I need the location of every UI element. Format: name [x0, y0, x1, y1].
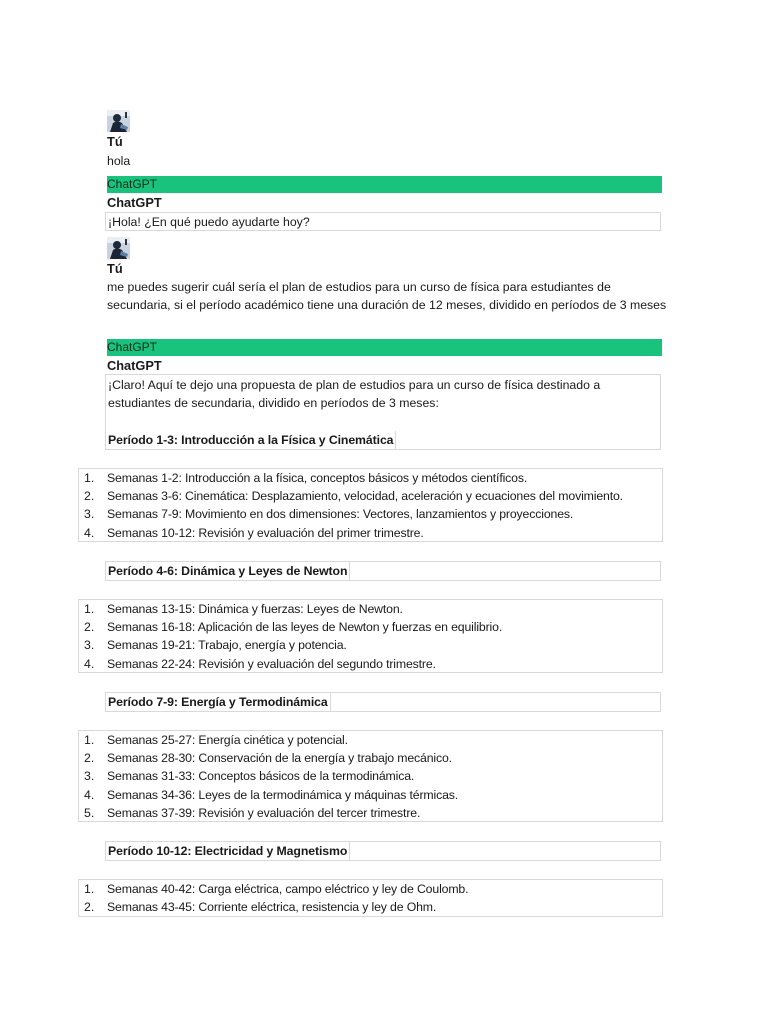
list-item: [79, 767, 662, 785]
period-list: [78, 599, 663, 673]
period-list: [78, 468, 663, 542]
list-item: [79, 600, 662, 618]
list-item-text: Semanas 1-2: Introducción a la física, conceptos básicos y métodos científicos.: [107, 471, 528, 485]
list-number: 1.: [84, 882, 95, 896]
period-heading-box: [105, 841, 661, 861]
list-item-text: Semanas 28-30: Conservación de la energía y trabajo mecánico.: [107, 751, 452, 766]
user-avatar-icon: [107, 110, 130, 132]
list-number: 3.: [84, 769, 95, 784]
list-number: 4.: [84, 525, 95, 540]
list-item-text: Semanas 40-42: Carga eléctrica, campo eléctrico y ley de Coulomb.: [107, 882, 469, 896]
list-number: 3.: [84, 638, 95, 653]
list-item-text: Semanas 43-45: Corriente eléctrica, resistencia y ley de Ohm.: [107, 900, 437, 915]
assistant-message-text: ¡Hola! ¿En qué puedo ayudarte hoy?: [108, 215, 310, 229]
list-item-text: Semanas 10-12: Revisión y evaluación del primer trimestre.: [107, 525, 424, 540]
list-number: 3.: [84, 507, 95, 522]
list-number: 2.: [84, 489, 95, 504]
list-item-text: Semanas 37-39: Revisión y evaluación del tercer trimestre.: [107, 805, 421, 820]
list-item-text: Semanas 31-33: Conceptos básicos de la termodinámica.: [107, 769, 415, 784]
period-heading-box: [105, 692, 661, 712]
period-list: [78, 730, 663, 822]
user-avatar-icon: [107, 237, 130, 259]
list-item: [79, 618, 662, 636]
list-item: [79, 487, 662, 505]
list-item: [79, 749, 662, 767]
list-item: [79, 731, 662, 749]
list-number: 2.: [84, 620, 95, 635]
user-message: hola: [107, 154, 131, 168]
user-avatar: [107, 110, 130, 132]
list-number: 1.: [84, 471, 95, 485]
list-item-text: Semanas 7-9: Movimiento en dos dimensiones: Vectores, lanzamientos y proyecciones.: [107, 507, 574, 522]
assistant-header-bar: ChatGPT: [107, 339, 662, 356]
list-item-text: Semanas 16-18: Aplicación de las leyes de Newton y fuerzas en equilibrio.: [107, 620, 503, 635]
assistant-header-bar: ChatGPT: [107, 176, 662, 193]
list-item: [79, 505, 662, 523]
list-number: 5.: [84, 805, 95, 820]
list-item-text: Semanas 34-36: Leyes de la termodinámica y máquinas térmicas.: [107, 787, 459, 802]
period-heading: Período 10-12: Electricidad y Magnetismo: [108, 842, 350, 861]
user-name: Tú: [107, 261, 123, 276]
period-heading: Período 4-6: Dinámica y Leyes de Newton: [108, 562, 350, 581]
list-item: [79, 636, 662, 654]
assistant-name: ChatGPT: [107, 358, 162, 373]
user-message: me puedes sugerir cuál sería el plan de estudios para un curso de física para estudiantes de secundaria, si el período académico tiene una duración de 12 meses, dividido en períodos de 3 meses: [107, 280, 667, 312]
list-item: [79, 469, 662, 487]
assistant-name: ChatGPT: [107, 195, 162, 210]
assistant-intro: ¡Claro! Aquí te dejo una propuesta de plan de estudios para un curso de física destinado a estudiantes de secundaria, dividido en períodos de 3 meses:: [108, 378, 601, 410]
list-item: [79, 880, 662, 898]
user-avatar: [107, 237, 130, 259]
assistant-message: [105, 212, 661, 231]
list-item: [79, 804, 662, 822]
list-number: 4.: [84, 787, 95, 802]
list-number: 1.: [84, 602, 95, 616]
list-number: 4.: [84, 656, 95, 671]
list-item: [79, 655, 662, 673]
period-list: [78, 879, 663, 917]
period-heading: Período 7-9: Energía y Termodinámica: [108, 693, 331, 712]
list-number: 2.: [84, 900, 95, 915]
list-item-text: Semanas 13-15: Dinámica y fuerzas: Leyes de Newton.: [107, 602, 403, 616]
period-heading: Período 1-3: Introducción a la Física y Cinemática: [108, 431, 396, 450]
list-item-text: Semanas 22-24: Revisión y evaluación del segundo trimestre.: [107, 656, 436, 671]
assistant-message: [105, 374, 661, 450]
list-item: [79, 898, 662, 916]
list-item-text: Semanas 19-21: Trabajo, energía y potencia.: [107, 638, 347, 653]
user-name: Tú: [107, 134, 123, 149]
list-item: [79, 786, 662, 804]
list-number: 2.: [84, 751, 95, 766]
list-item-text: Semanas 25-27: Energía cinética y potencial.: [107, 733, 348, 747]
list-number: 1.: [84, 733, 95, 747]
list-item: [79, 524, 662, 542]
list-item-text: Semanas 3-6: Cinemática: Desplazamiento, velocidad, aceleración y ecuaciones del movimiento.: [107, 489, 623, 504]
period-heading-box: [105, 561, 661, 581]
